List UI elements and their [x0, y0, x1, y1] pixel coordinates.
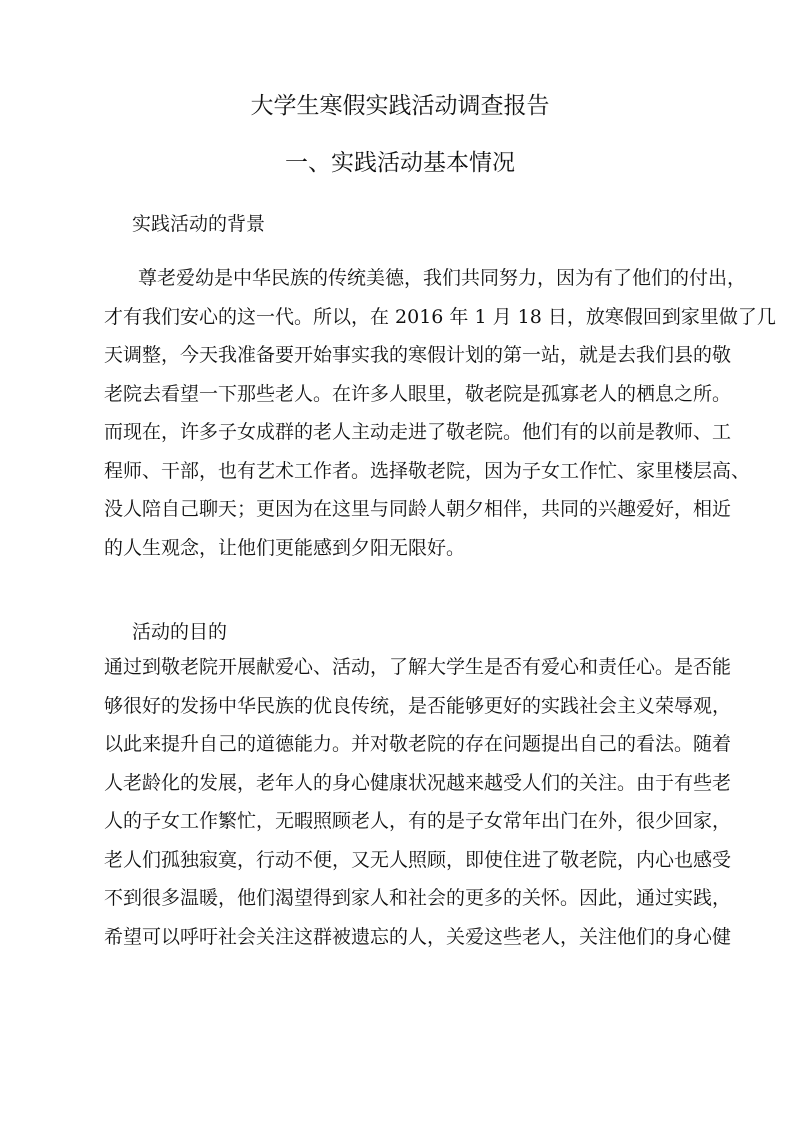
paragraph-line: 以此来提升自己的道德能力。并对敬老院的存在问题提出自己的看法。随着 — [104, 733, 732, 755]
paragraph-line: 天调整，今天我准备要开始事实我的寒假计划的第一站，就是去我们县的敬 — [104, 344, 732, 366]
paragraph-line: 不到很多温暖，他们渴望得到家人和社会的更多的关怀。因此，通过实践， — [104, 887, 732, 909]
paragraph-line: 通过到敬老院开展献爱心、活动，了解大学生是否有爱心和责任心。是否能 — [104, 656, 732, 678]
paragraph-line: 才有我们安心的这一代。所以，在 2016 年 1 月 18 日，放寒假回到家里做了几 — [104, 305, 776, 328]
paragraph-line: 人老龄化的发展，老年人的身心健康状况越来越受人们的关注。由于有些老 — [104, 771, 732, 794]
paragraph-line: 没人陪自己聊天；更因为在这里与同龄人朝夕相伴，共同的兴趣爱好，相近 — [104, 498, 732, 520]
paragraph-line: 希望可以呼吁社会关注这群被遗忘的人，关爱这些老人，关注他们的身心健 — [104, 925, 732, 948]
paragraph-line: 尊老爱幼是中华民族的传统美德，我们共同努力，因为有了他们的付出， — [138, 267, 747, 289]
purpose-paragraph — [104, 648, 732, 956]
paragraph-line: 够很好的发扬中华民族的优良传统，是否能够更好的实践社会主义荣辱观， — [104, 694, 732, 717]
paragraph-line: 老人们孤独寂寞，行动不便，又无人照顾，即使住进了敬老院，内心也感受 — [104, 848, 732, 871]
section-title: 一、实践活动基本情况 — [285, 150, 515, 176]
background-heading: 实践活动的背景 — [132, 213, 266, 235]
paragraph-line: 老院去看望一下那些老人。在许多人眼里，敬老院是孤寡老人的栖息之所。 — [104, 382, 732, 405]
background-paragraph — [104, 259, 776, 567]
document-title: 大学生寒假实践活动调查报告 — [250, 93, 550, 119]
paragraph-line: 程师、干部，也有艺术工作者。选择敬老院，因为子女工作忙、家里楼层高、 — [104, 459, 751, 482]
paragraph-line: 的人生观念，让他们更能感到夕阳无限好。 — [104, 536, 466, 559]
paragraph-line: 人的子女工作繁忙，无暇照顾老人，有的是子女常年出门在外，很少回家， — [104, 810, 732, 832]
paragraph-line: 而现在，许多子女成群的老人主动走进了敬老院。他们有的以前是教师、工 — [104, 421, 732, 443]
purpose-heading: 活动的目的 — [132, 621, 228, 643]
